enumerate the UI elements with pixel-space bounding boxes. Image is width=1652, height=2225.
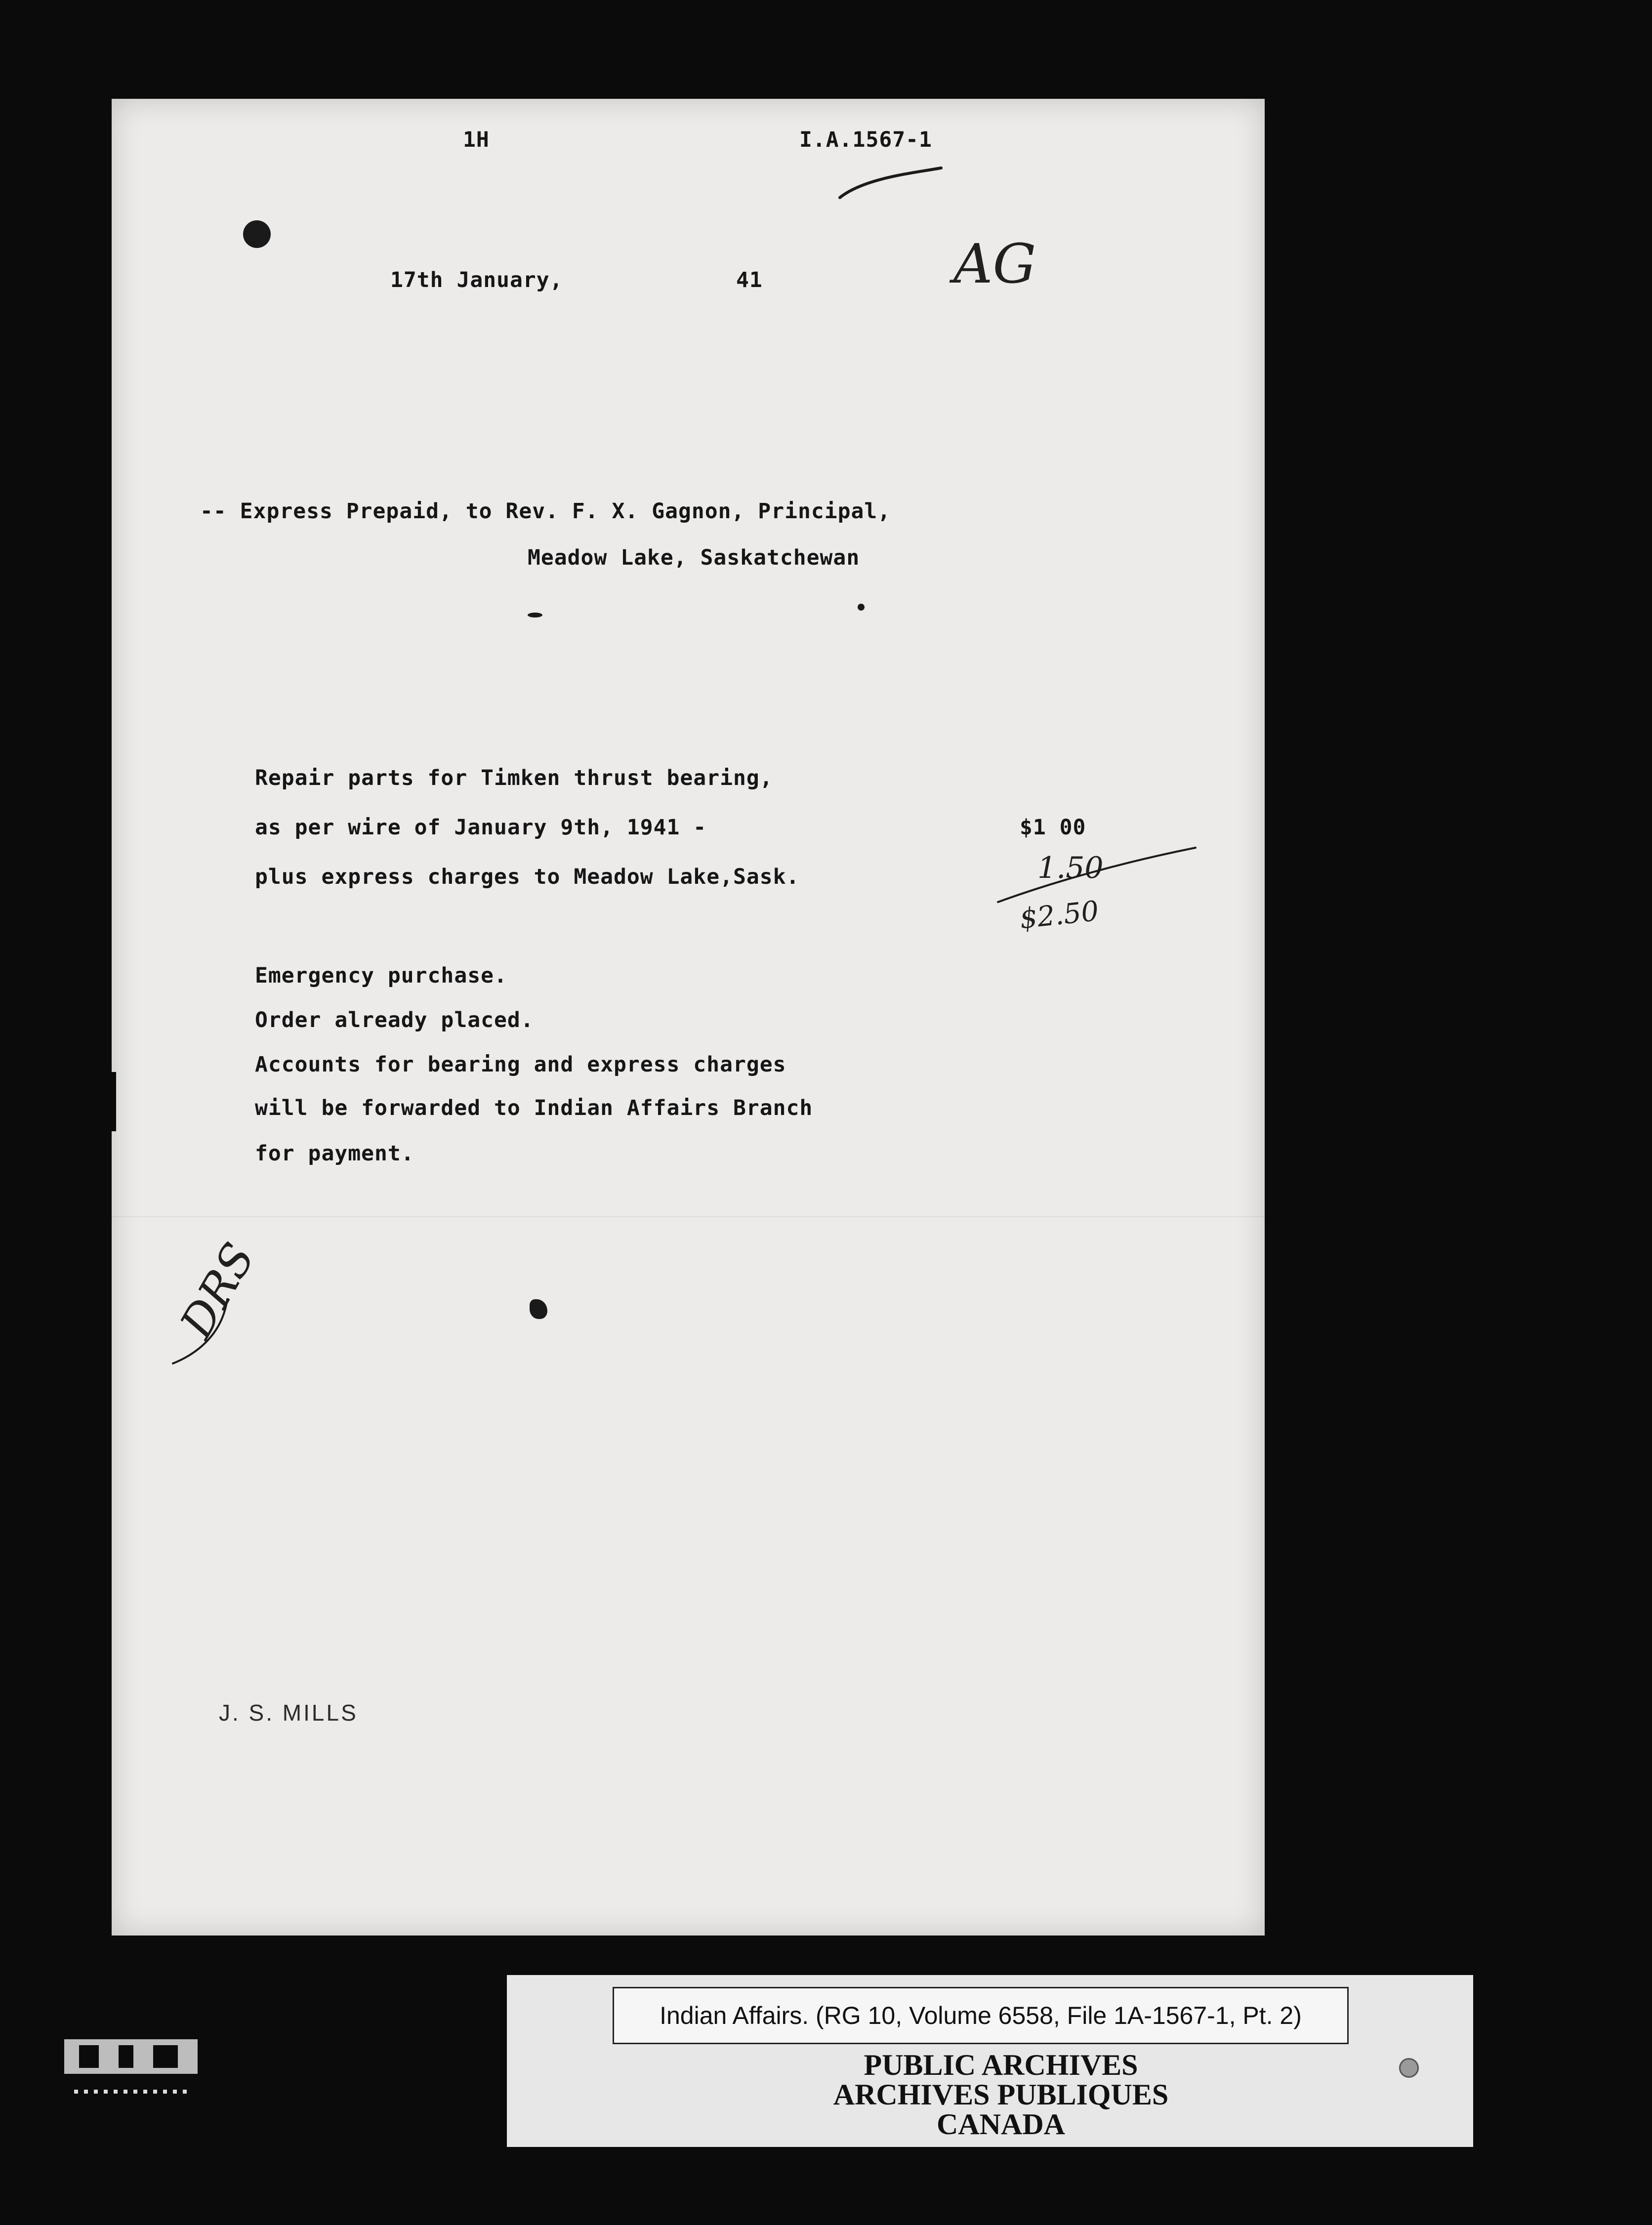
note-line-3: Accounts for bearing and express charges bbox=[255, 1052, 786, 1077]
clip-tab bbox=[101, 1072, 116, 1131]
item-line-2: as per wire of January 9th, 1941 - bbox=[255, 815, 707, 840]
archive-reference: Indian Affairs. (RG 10, Volume 6558, File 1A-1567-1, Pt. 2) bbox=[660, 2002, 1302, 2029]
file-reference: I.A.1567-1 bbox=[799, 127, 932, 152]
initials-underline bbox=[168, 1294, 232, 1368]
signatory-name: J. S. MILLS bbox=[219, 1700, 358, 1726]
ink-speck bbox=[858, 604, 865, 611]
header-pen-stroke bbox=[835, 158, 953, 207]
film-frame-dots bbox=[74, 2090, 193, 2094]
addressee-line-2: Meadow Lake, Saskatchewan bbox=[528, 545, 860, 570]
handwritten-total: $2.50 bbox=[1018, 895, 1101, 936]
year: 41 bbox=[736, 268, 763, 292]
item-line-3: plus express charges to Meadow Lake,Sask. bbox=[255, 865, 800, 889]
archive-title-line-2: ARCHIVES PUBLIQUES bbox=[833, 2078, 1169, 2111]
label-rivet bbox=[1399, 2058, 1419, 2078]
addressee-line-1: -- Express Prepaid, to Rev. F. X. Gagnon, Principal, bbox=[200, 499, 891, 524]
archive-reference-box bbox=[613, 1987, 1349, 2044]
header-left-code: 1H bbox=[463, 127, 490, 152]
film-frame-marker bbox=[59, 2034, 203, 2079]
ink-speck bbox=[528, 613, 542, 618]
amount: $1 00 bbox=[1020, 815, 1086, 840]
archive-title-line-3: CANADA bbox=[937, 2108, 1065, 2141]
note-line-4: will be forwarded to Indian Affairs Branch bbox=[255, 1096, 813, 1120]
paper-fold-line bbox=[112, 1216, 1265, 1217]
item-line-1: Repair parts for Timken thrust bearing, bbox=[255, 766, 773, 790]
archive-title-line-1: PUBLIC ARCHIVES bbox=[864, 2049, 1138, 2081]
note-line-2: Order already placed. bbox=[255, 1008, 534, 1032]
handwritten-initials-left: DRS bbox=[170, 1234, 265, 1347]
ink-blot bbox=[243, 220, 271, 248]
note-line-1: Emergency purchase. bbox=[255, 963, 507, 988]
date: 17th January, bbox=[390, 268, 563, 292]
note-line-5: for payment. bbox=[255, 1141, 414, 1166]
handwritten-express-charge: 1.50 bbox=[1037, 851, 1104, 885]
archive-title bbox=[754, 2050, 1248, 2139]
handwritten-initials-top: AG bbox=[953, 232, 1036, 295]
